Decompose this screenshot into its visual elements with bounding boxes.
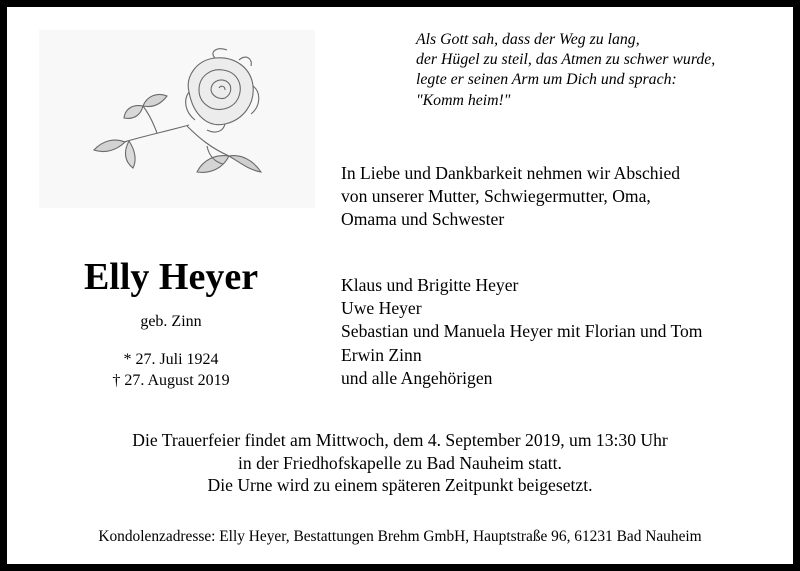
birth-date: * 27. Juli 1924 — [123, 351, 219, 368]
poem-line: "Komm heim!" — [416, 91, 511, 109]
life-dates — [37, 350, 305, 391]
deceased-block — [37, 253, 305, 391]
mourners-list — [341, 274, 791, 390]
ceremony-line: Die Trauerfeier findet am Mittwoch, dem 4. September 2019, um 13:30 Uhr — [132, 430, 668, 450]
ceremony-info — [7, 429, 793, 497]
mourner-entry: und alle Angehörigen — [341, 367, 493, 388]
condolence-address: Kondolenzadresse: Elly Heyer, Bestattungen Brehm GmbH, Hauptstraße 96, 61231 Bad Nauheim — [98, 528, 702, 545]
mourner-entry: Sebastian und Manuela Heyer mit Florian und Tom — [341, 321, 703, 342]
deceased-name: Elly Heyer — [83, 256, 259, 298]
farewell-intro — [341, 162, 781, 231]
ceremony-line: Die Urne wird zu einem späteren Zeitpunkt beigesetzt. — [207, 475, 593, 495]
rose-icon — [39, 30, 315, 208]
poem-line: der Hügel zu steil, das Atmen zu schwer wurde, — [416, 51, 716, 69]
poem — [416, 30, 786, 111]
birth-name: geb. Zinn — [140, 313, 202, 330]
poem-line: legte er seinen Arm um Dich und sprach: — [416, 71, 677, 89]
intro-line: von unserer Mutter, Schwiegermutter, Oma, — [341, 186, 651, 206]
poem-line: Als Gott sah, dass der Weg zu lang, — [416, 31, 640, 48]
intro-line: In Liebe und Dankbarkeit nehmen wir Abschied — [341, 163, 681, 183]
ceremony-line: in der Friedhofskapelle zu Bad Nauheim statt. — [238, 452, 562, 473]
intro-line: Omama und Schwester — [341, 209, 505, 229]
mourner-entry: Uwe Heyer — [341, 298, 422, 319]
mourner-entry: Erwin Zinn — [341, 344, 422, 365]
mourner-entry: Klaus und Brigitte Heyer — [341, 275, 519, 295]
death-date: † 27. August 2019 — [112, 371, 230, 389]
